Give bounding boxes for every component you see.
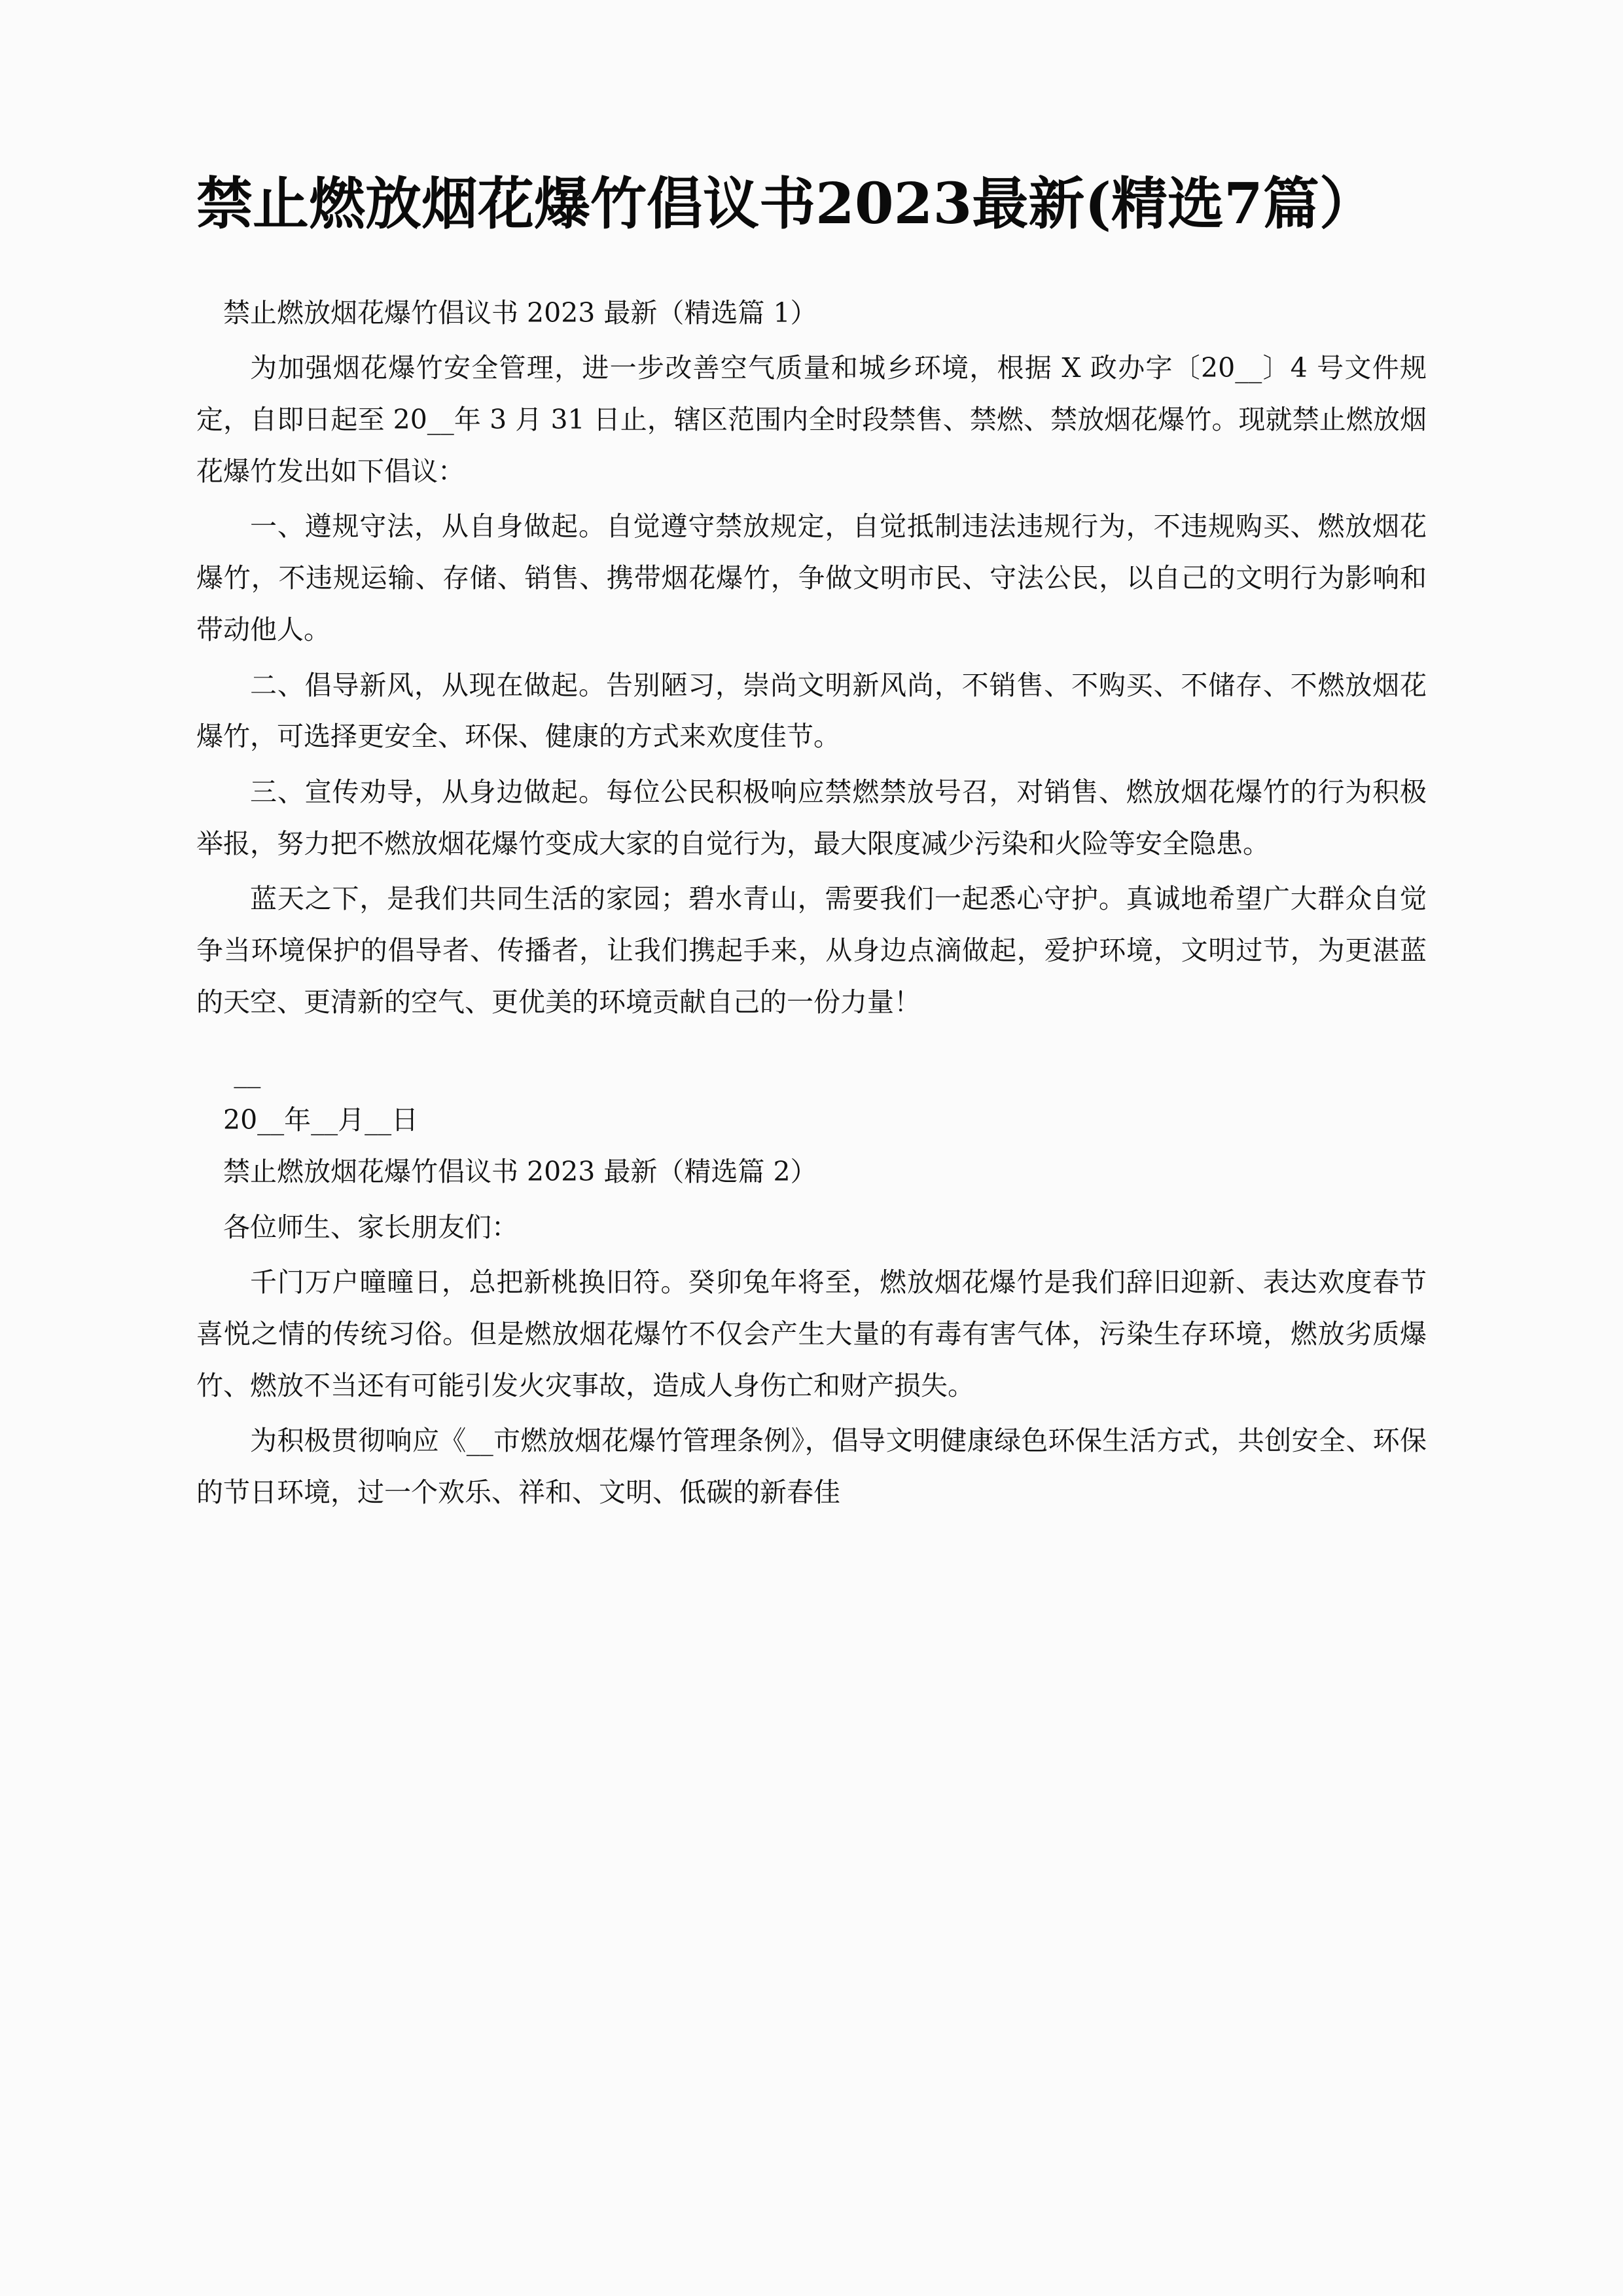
article-1-date-line: 20__年__月__日 (223, 1104, 419, 1136)
article-1-heading: 禁止燃放烟花爆竹倡议书 2023 最新（精选篇 1） (223, 296, 817, 329)
page-content-area (196, 167, 1427, 1522)
article-2-heading: 禁止燃放烟花爆竹倡议书 2023 最新（精选篇 2） (223, 1155, 817, 1187)
article-1-paragraph-5: 蓝天之下，是我们共同生活的家园；碧水青山，需要我们一起悉心守护。真诚地希望广大群众自觉争当环境保护的倡导者、传播者，让我们携起手来，从身边点滴做起，爱护环境，文明过节，为更湛蓝的天空、更清新的空气、更优美的环境贡献自己的一份力量！ (196, 883, 1427, 1018)
article-1-paragraph-2: 一、遵规守法，从自身做起。自觉遵守禁放规定，自觉抵制违法违规行为，不违规购买、燃放烟花爆竹，不违规运输、存储、销售、携带烟花爆竹，争做文明市民、守法公民，以自己的文明行为影响和带动他人。 (196, 511, 1427, 645)
article-1-paragraph-4: 三、宣传劝导，从身边做起。每位公民积极响应禁燃禁放号召，对销售、燃放烟花爆竹的行为积极举报，努力把不燃放烟花爆竹变成大家的自觉行为，最大限度减少污染和火险等安全隐患。 (196, 776, 1427, 859)
document-body (196, 287, 1427, 1518)
article-2-paragraph-1: 千门万户曈曈日，总把新桃换旧符。癸卯兔年将至，燃放烟花爆竹是我们辞旧迎新、表达欢度春节喜悦之情的传统习俗。但是燃放烟花爆竹不仅会产生大量的有毒有害气体，污染生存环境，燃放劣质爆竹、燃放不当还有可能引发火灾事故，造成人身伤亡和财产损失。 (196, 1266, 1427, 1401)
article-2-salutation: 各位师生、家长朋友们： (223, 1211, 518, 1243)
article-1-signature-blank: __ (234, 1056, 261, 1088)
article-1-paragraph-1: 为加强烟花爆竹安全管理，进一步改善空气质量和城乡环境，根据 X 政办字〔20__〕4 号文件规定，自即日起至 20__年 3 月 31 日止，辖区范围内全时段禁售、禁燃、禁放烟花爆竹。现就禁止燃放烟花爆竹发出如下倡议： (196, 352, 1427, 487)
page-title: 禁止燃放烟花爆竹倡议书2023最新(精选7篇） (196, 171, 1376, 237)
article-2-paragraph-2: 为积极贯彻响应《__市燃放烟花爆竹管理条例》，倡导文明健康绿色环保生活方式，共创安全、环保的节日环境，过一个欢乐、祥和、文明、低碳的新春佳 (196, 1425, 1427, 1509)
article-1-paragraph-3: 二、倡导新风，从现在做起。告别陋习，崇尚文明新风尚，不销售、不购买、不储存、不燃放烟花爆竹，可选择更安全、环保、健康的方式来欢度佳节。 (196, 669, 1427, 753)
